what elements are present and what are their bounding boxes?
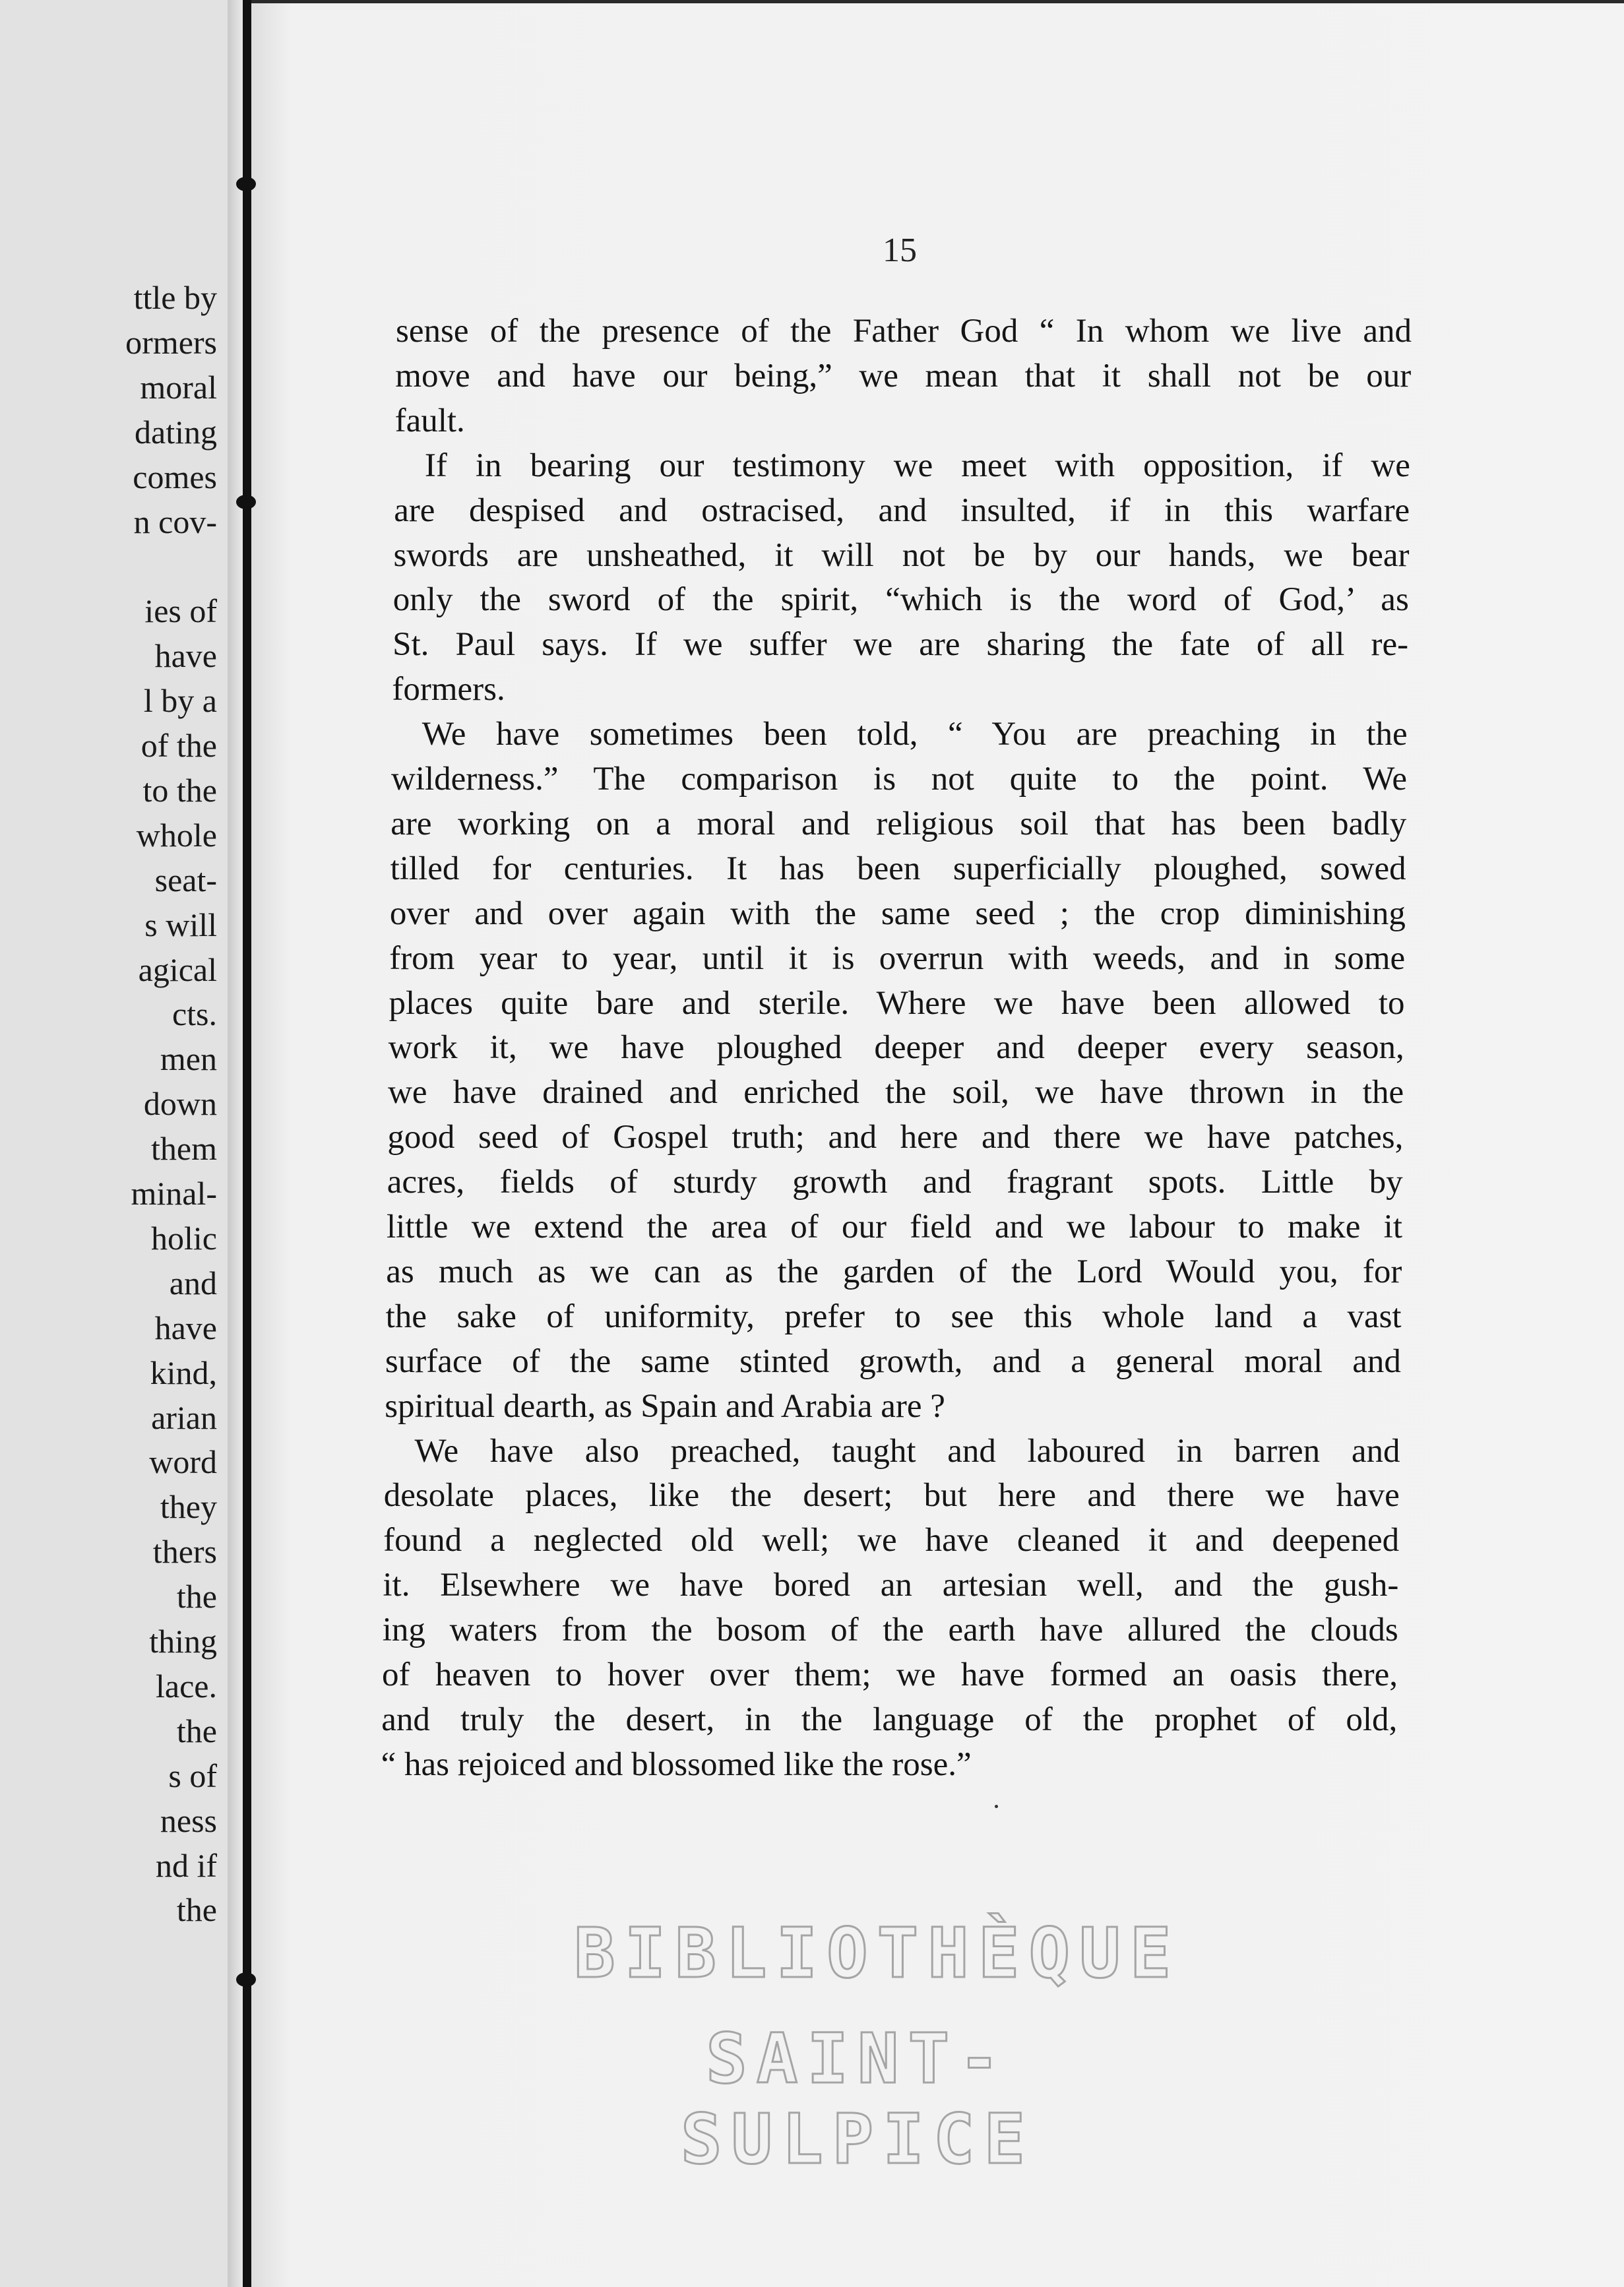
body-text-line: we have drained and enriched the soil, we have thrown in the xyxy=(388,1074,1404,1112)
left-page-line: the xyxy=(176,1578,217,1615)
body-text-line: are working on a moral and religious soil that has been badly xyxy=(390,805,1407,842)
left-page-line: and xyxy=(169,1264,217,1301)
left-page-line: kind, xyxy=(150,1354,217,1391)
body-text-line: as much as we can as the garden of the Lord Would you, for xyxy=(386,1253,1402,1290)
left-page-line: lace. xyxy=(156,1667,217,1705)
left-page-line: of the xyxy=(141,727,217,764)
body-text-line: work it, we have ploughed deeper and deeper every season, xyxy=(388,1029,1404,1067)
left-page-line: seat- xyxy=(154,861,217,898)
left-page-line: thers xyxy=(152,1533,217,1571)
left-page-line: to the xyxy=(142,771,217,809)
ink-dot xyxy=(995,1805,998,1808)
body-text-line: formers. xyxy=(392,671,505,708)
body-text-line: it. Elsewhere we have bored an artesian well, and the gush- xyxy=(383,1567,1399,1604)
book-spine xyxy=(243,0,251,2287)
body-text-line: only the sword of the spirit, “which is the word of God,’ as xyxy=(392,581,1409,619)
left-page-line: whole xyxy=(136,816,217,854)
body-text-line: are despised and ostracised, and insulted, if in this warfare xyxy=(394,491,1410,529)
left-page-line: moral xyxy=(140,368,217,406)
body-text-line: If in bearing our testimony we meet with opposition, if we xyxy=(424,447,1410,484)
library-stamp-line2: SAINT-SULPICE xyxy=(680,2019,1035,2179)
left-page-line: ness xyxy=(160,1801,217,1839)
left-page-line: have xyxy=(154,637,217,675)
body-text-line: tilled for centuries. It has been superficially ploughed, sowed xyxy=(390,850,1406,887)
left-page-line: ormers xyxy=(125,323,217,361)
left-page-line: n cov- xyxy=(133,503,217,540)
body-text-line: ing waters from the bosom of the earth have allured the clouds xyxy=(382,1612,1398,1649)
left-page-line: down xyxy=(143,1085,217,1123)
spine-notch xyxy=(236,177,256,191)
left-page-line: nd if xyxy=(155,1846,217,1884)
body-text-line: found a neglected old well; we have cleaned it and deepened xyxy=(383,1522,1400,1559)
body-text-line: St. Paul says. If we suffer we are sharing the fate of all re- xyxy=(392,626,1409,664)
left-page-line: s will xyxy=(144,906,217,943)
left-page-line: agical xyxy=(138,951,217,988)
left-page-fragment xyxy=(0,0,228,2287)
left-page-line: ttle by xyxy=(133,279,217,316)
body-text-line: of heaven to hover over them; we have formed an oasis there, xyxy=(382,1656,1398,1693)
left-page-line: have xyxy=(154,1309,217,1346)
body-text-line: swords are unsheathed, it will not be by our hands, we bear xyxy=(393,536,1410,574)
body-text-line: wilderness.” The comparison is not quite to the point. We xyxy=(391,761,1407,798)
body-text-line: from year to year, until it is overrun with weeds, and in some xyxy=(389,939,1406,977)
left-page-line: dating xyxy=(135,413,217,451)
spine-notch xyxy=(236,1972,256,1987)
left-page-line: them xyxy=(151,1130,217,1168)
left-page-line: comes xyxy=(133,458,217,495)
left-page-line: ies of xyxy=(144,592,217,630)
top-border xyxy=(251,0,1624,3)
body-text-line: surface of the same stinted growth, and a general moral and xyxy=(385,1342,1401,1380)
body-text-line: “ has rejoiced and blossomed like the rose.” xyxy=(381,1745,972,1783)
left-page-line: word xyxy=(149,1443,217,1481)
left-page-line: thing xyxy=(149,1623,217,1660)
left-page-line: arian xyxy=(151,1398,217,1436)
body-text-line: spiritual dearth, as Spain and Arabia are ? xyxy=(385,1387,945,1425)
left-page-line: l by a xyxy=(143,682,217,720)
body-text-line: We have sometimes been told, “ You are preaching in the xyxy=(422,716,1408,753)
body-text-line: the sake of uniformity, prefer to see this whole land a vast xyxy=(385,1298,1402,1335)
body-text-line: places quite bare and sterile. Where we have been allowed to xyxy=(389,984,1405,1022)
page-number: 15 xyxy=(883,232,917,269)
left-page-line: the xyxy=(176,1712,217,1749)
body-text-line: over and over again with the same seed ; the crop diminishing xyxy=(389,894,1406,932)
body-text-line: We have also preached, taught and laboured in barren and xyxy=(414,1432,1400,1470)
body-text-line: good seed of Gospel truth; and here and there we have patches, xyxy=(387,1119,1404,1156)
body-text-line: and truly the desert, in the language of the prophet of old, xyxy=(381,1701,1398,1738)
library-stamp-line1: BIBLIOTHÈQUE xyxy=(574,1913,1181,1993)
left-page-line: cts. xyxy=(172,995,217,1033)
spine-notch xyxy=(236,495,256,509)
body-text-line: little we extend the area of our field and we labour to make it xyxy=(387,1208,1402,1245)
left-page-line: minal- xyxy=(131,1175,217,1212)
left-page-line: they xyxy=(160,1488,217,1526)
body-text-line: sense of the presence of the Father God “ In whom we live and xyxy=(396,313,1412,350)
body-text-line: fault. xyxy=(394,402,465,439)
body-text-line: move and have our being,” we mean that it shall not be our xyxy=(395,357,1412,394)
left-page-line: the xyxy=(176,1891,217,1929)
left-page-line: holic xyxy=(151,1219,217,1257)
left-page-line: s of xyxy=(168,1757,217,1794)
body-text-line: desolate places, like the desert; but here and there we have xyxy=(383,1477,1400,1515)
body-text-line: acres, fields of sturdy growth and fragrant spots. Little by xyxy=(387,1164,1403,1201)
left-page-line: men xyxy=(160,1040,217,1078)
